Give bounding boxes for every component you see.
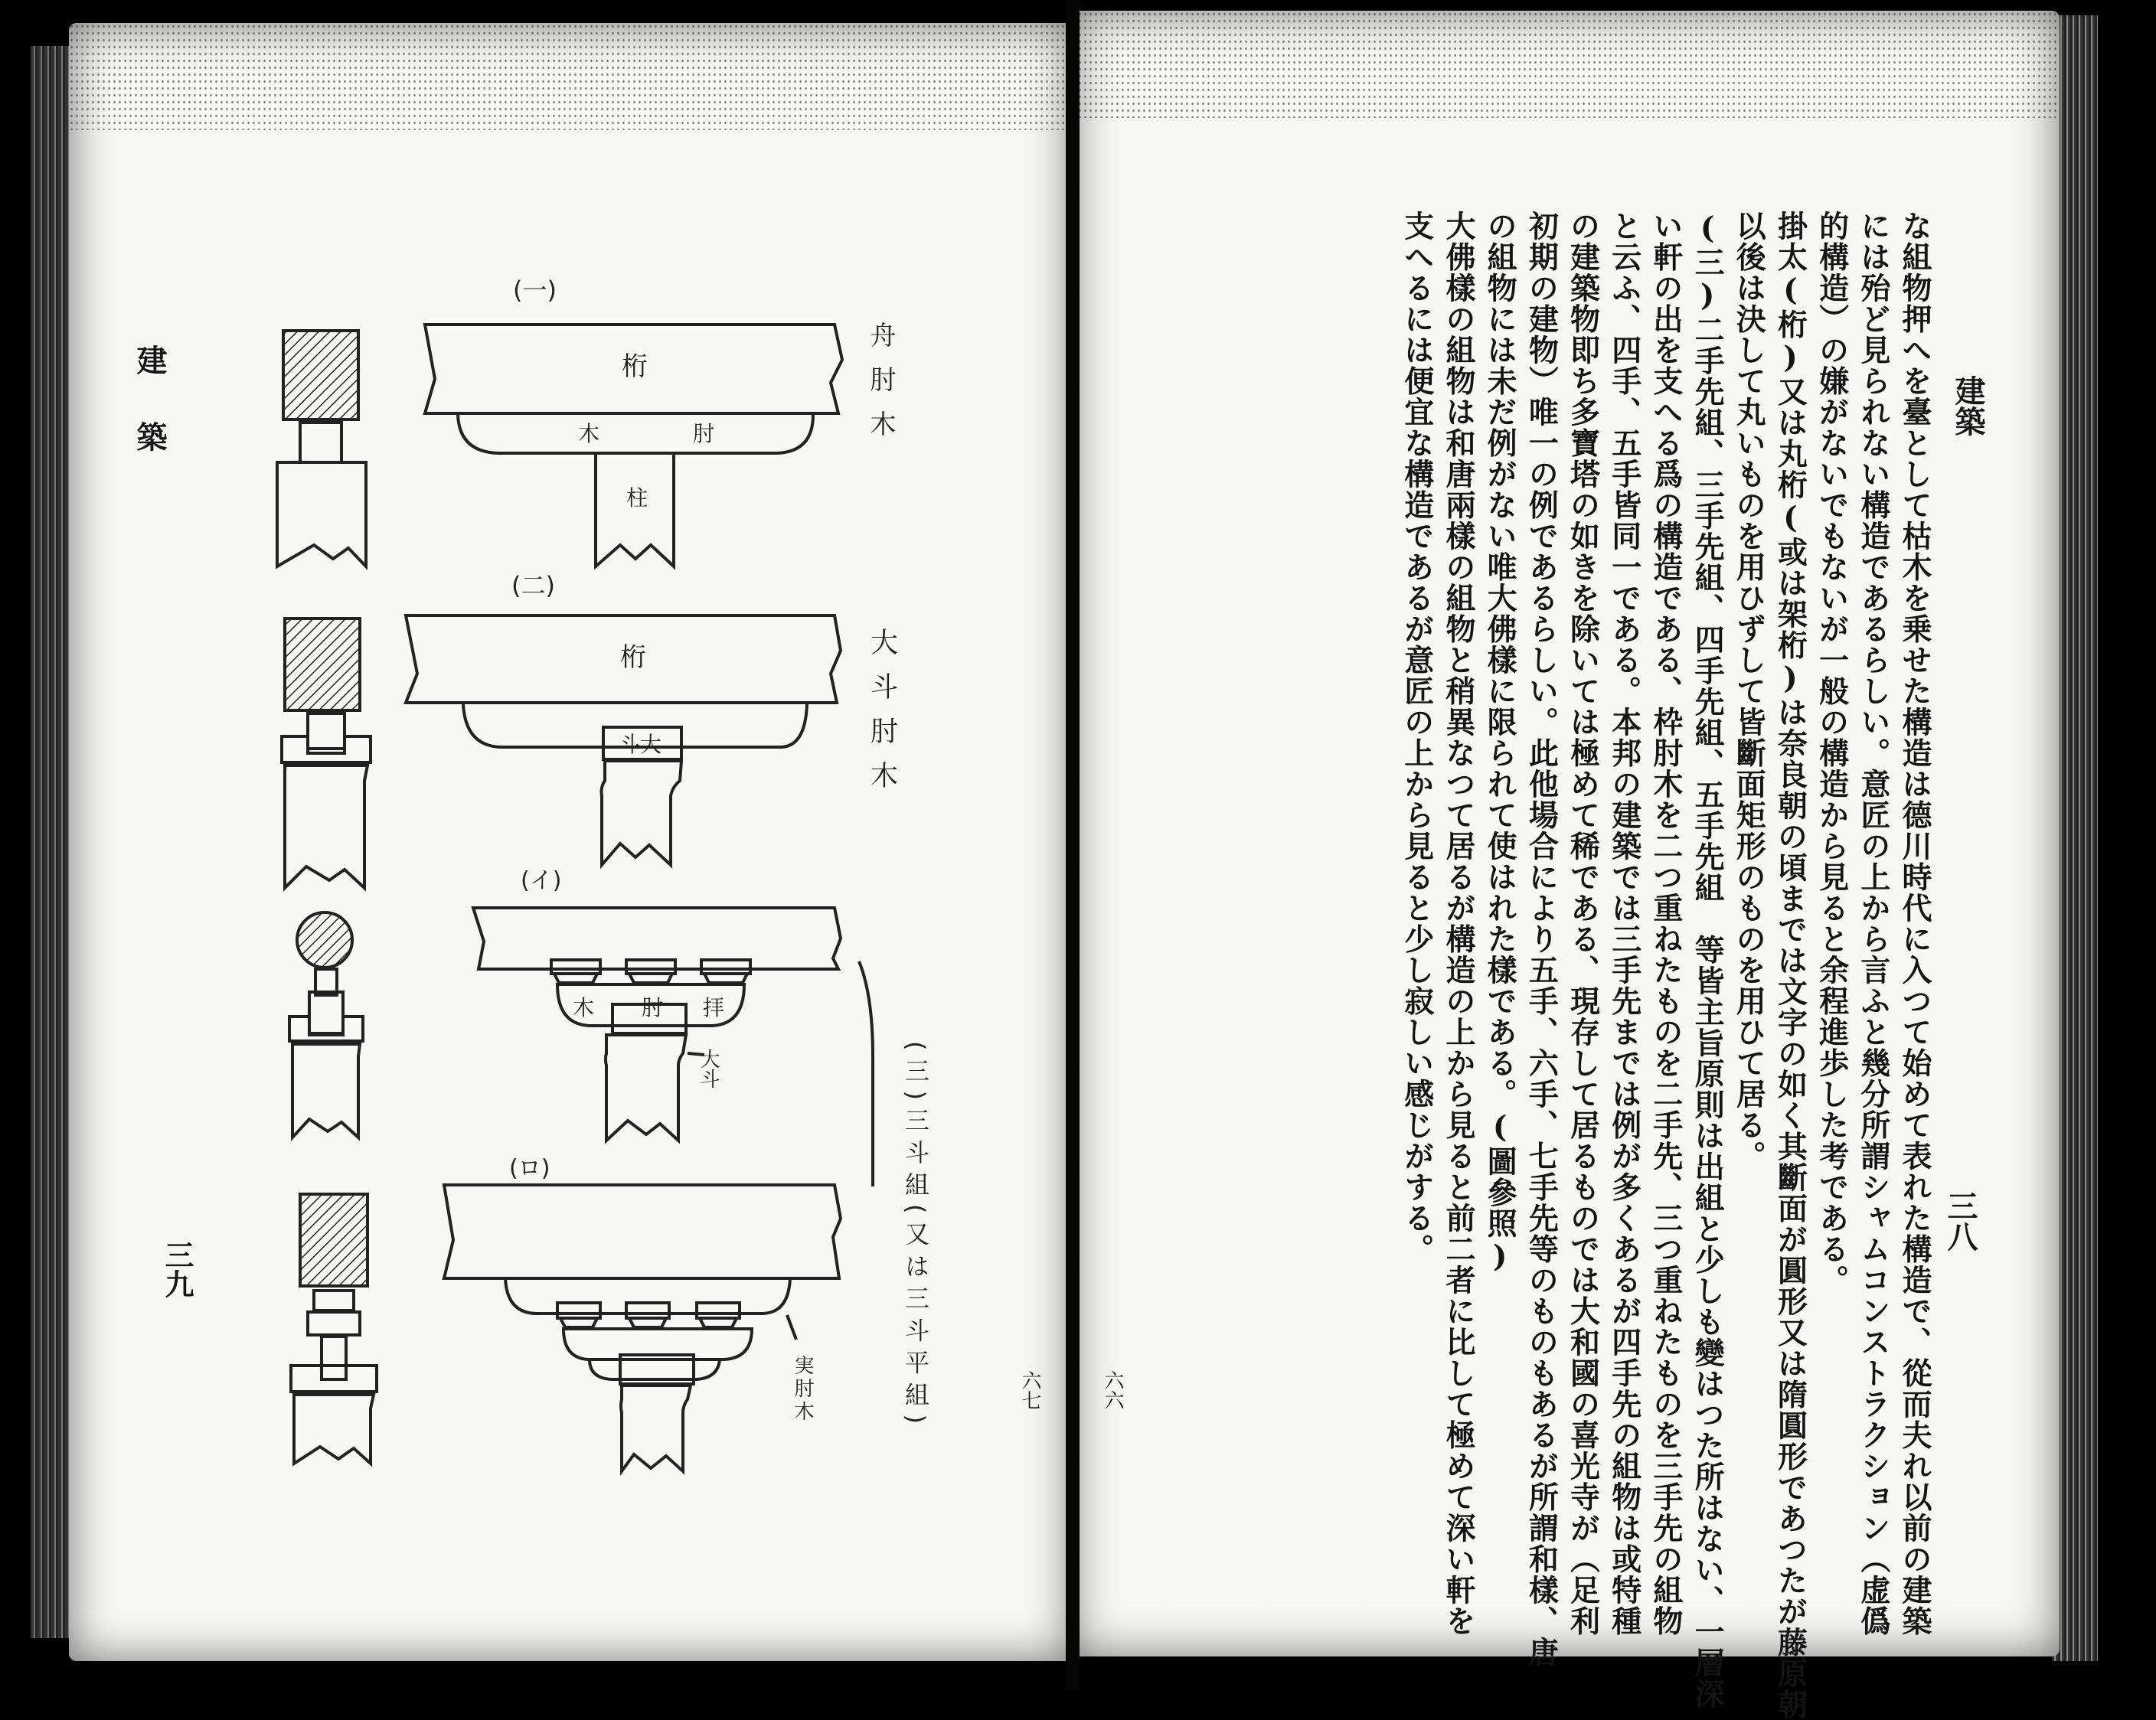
fig1-side-label: 舟肘木 xyxy=(865,321,896,455)
fig3-side-label: (三)三斗組(又は三斗平組) xyxy=(901,1041,930,1431)
text-column: 的構造）の嫌がないでもないが一般の構造から見ると余程進歩した考である。 xyxy=(1814,211,1850,1296)
right-running-head: 建築 xyxy=(1950,375,1986,436)
right-print-number: 六六 xyxy=(1101,1370,1124,1410)
speckle-texture-top xyxy=(69,23,1072,130)
text-column: には殆ど見られない構造であるらしい。意匠の上から言ふと幾分所謂シャムコンストラクション（虚僞 xyxy=(1855,211,1891,1637)
fig3a-label: (イ) xyxy=(521,867,562,894)
fig1-beam-label: 桁 xyxy=(622,351,648,382)
fig3a-side-view xyxy=(289,912,363,1137)
speckle-texture-top xyxy=(1072,11,2060,118)
text-column: い軒の出を支へる爲の構造である、枠肘木を二つ重ねたものを二手先、三つ重ねたものを三手先の組物 xyxy=(1648,211,1684,1637)
text-column: 支へるには便宜な構造であるが意匠の上から見ると少し寂しい感じがする。 xyxy=(1399,211,1435,1265)
book-gutter xyxy=(1066,0,1080,1690)
fig2-side-view xyxy=(282,618,371,888)
fig3a-arm-char-3: 拝 xyxy=(703,995,725,1020)
fig2-side-label: 大斗肘木 xyxy=(866,628,898,805)
fig3b-front-view xyxy=(444,1185,841,1471)
text-column: の組物には未だ例がない唯大佛樣に限られて使はれた樣である。(圖參照) xyxy=(1482,211,1518,1275)
fig2-label: (二) xyxy=(511,571,555,600)
fig3b-pointer-label: 実肘木 xyxy=(791,1355,814,1424)
book-edge-left xyxy=(31,46,69,1638)
text-column: 掛太(桁)又は丸桁(或は架桁)は奈良朝の頃までは文字の如く其斷面が圓形又は隋圓形であつたが藤原朝 xyxy=(1772,211,1808,1720)
text-column: と云ふ、四手、五手皆同一である。本邦の建築では三手先までは例が多くあるが四手先の組物は或特種 xyxy=(1606,211,1642,1637)
fig3a-arm-char-1: 木 xyxy=(573,995,595,1020)
left-running-head: 建築 xyxy=(132,344,168,498)
fig3a-pointer-label: 大斗 xyxy=(697,1049,720,1088)
right-page-number: 三八 xyxy=(1942,1190,1978,1252)
fig1-side-view xyxy=(277,331,366,566)
text-column: (三)二手先組、三手先組、四手先組、五手先組 等皆主旨原則は出組と少しも變はつた所はない、一層深 xyxy=(1690,211,1726,1709)
text-column: 大佛樣の組物は和唐兩樣の組物と稍異なつて居るが構造の上から見ると前二者に比して極めて深い軒を xyxy=(1440,211,1476,1637)
fig3b-side-view xyxy=(291,1194,377,1464)
text-column: 初期の建物）唯一の例であるらしい。此他場合により五手、六手、七手先等のものもあるが所謂和樣、唐 xyxy=(1524,211,1560,1668)
fig1-bracket-char-2: 肘 xyxy=(693,421,715,446)
fig2-beam-label: 桁 xyxy=(620,642,646,673)
bracket-diagram-figure xyxy=(230,253,980,1569)
text-column: の建築物即ち多寶塔の如きを除いては極めて稀である、現存して居るものでは大和國の喜光寺が（足利 xyxy=(1565,211,1601,1637)
right-page-body-text xyxy=(1256,211,1932,1720)
fig1-label: (一) xyxy=(513,276,557,305)
fig3a-arm-char-2: 肘 xyxy=(642,995,664,1020)
left-page-number: 三九 xyxy=(160,1240,194,1298)
text-column: な組物押へを臺として枯木を乗せた構造は德川時代に入つて始めて表れた構造で、從而夫れ以前の建築 xyxy=(1897,211,1932,1637)
fig3b-label: (ロ) xyxy=(509,1155,550,1182)
left-print-number: 六七 xyxy=(1018,1370,1041,1410)
fig1-post-label: 柱 xyxy=(626,485,648,511)
fig1-bracket-char-1: 木 xyxy=(578,421,600,446)
fig3a-front-view xyxy=(473,908,873,1186)
fig2-block-label: 斗大 xyxy=(619,732,662,757)
text-column: 以後は決して丸いものを用ひずして皆斷面矩形のものを用ひて居る。 xyxy=(1731,211,1767,1172)
